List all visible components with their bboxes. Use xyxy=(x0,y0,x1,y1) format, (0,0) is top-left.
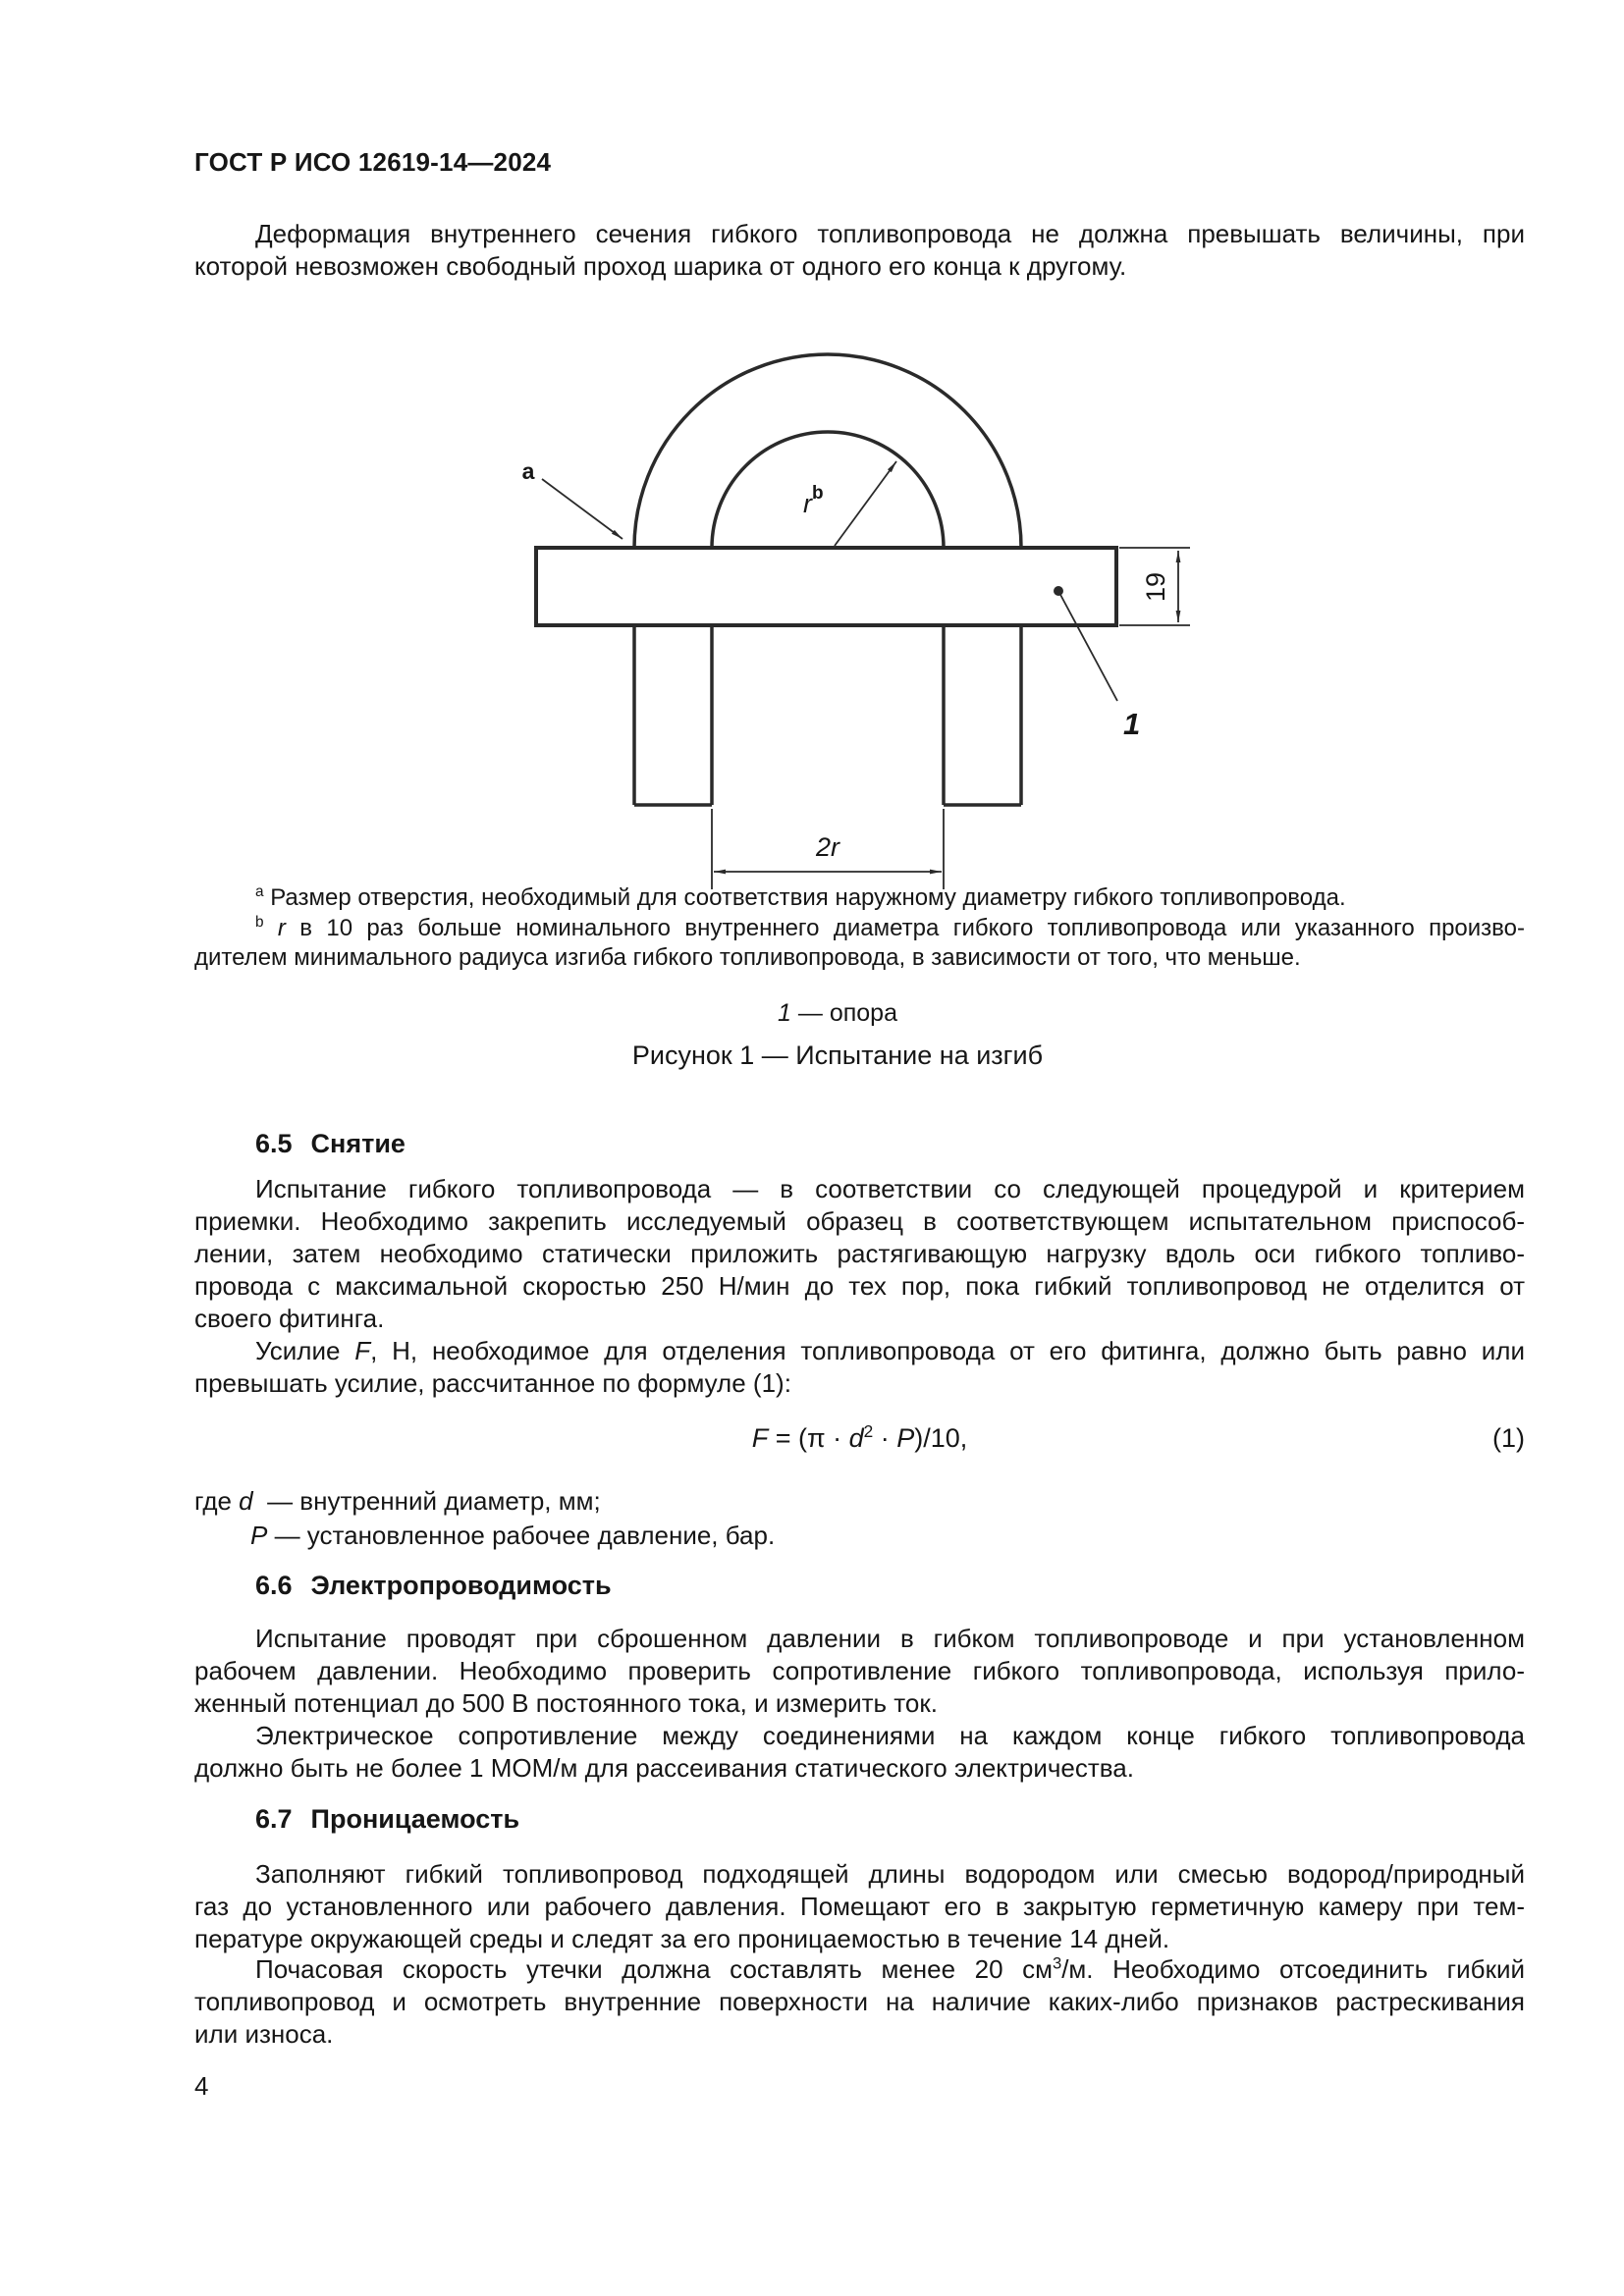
text-line: Испытание гибкого топливопровода — в соответствии со следующей процедурой и критерием xyxy=(255,1174,1525,1203)
figure-caption: Рисунок 1 — Испытание на изгиб xyxy=(631,1041,1044,1070)
paragraph xyxy=(194,1173,1525,1335)
text-line: Электрическое сопротивление между соединениями на каждом конце гибкого топливопровода xyxy=(255,1721,1525,1750)
section-title: Снятие xyxy=(310,1129,406,1158)
paragraph xyxy=(194,1720,1525,1785)
bend-test-figure xyxy=(432,324,1257,913)
text-line: $^b$ r в 10 раз больше номинального внутреннего диаметра гибкого топливопровода или указанного произво- xyxy=(255,914,1525,941)
callout-hole-a xyxy=(522,458,623,539)
section-number: 6.6 xyxy=(255,1571,293,1600)
radius-label: $r^b$ xyxy=(803,483,824,518)
text-line: приемки. Необходимо закрепить исследуемый образец в соответствующем испытательном приспособ- xyxy=(194,1206,1525,1236)
text-line: или износа. xyxy=(194,2019,334,2049)
section-number: 6.5 xyxy=(255,1129,293,1158)
figure-footnote-a xyxy=(194,883,1525,913)
span-dimension-label: 2r xyxy=(815,832,840,862)
formula-1 xyxy=(194,1423,1525,1454)
section-heading-6-6 xyxy=(255,1571,612,1601)
text-line: превышать усилие, рассчитанное по формуле (1): xyxy=(194,1368,791,1398)
formula-where-list xyxy=(194,1484,1525,1553)
text-line: Испытание проводят при сброшенном давлении в гибком топливопроводе и при установленном xyxy=(255,1624,1525,1653)
text-line: которой невозможен свободный проход шарика от одного его конца к другому. xyxy=(194,251,1127,281)
paragraph xyxy=(194,1623,1525,1720)
section-heading-6-5 xyxy=(255,1129,406,1159)
support-bar xyxy=(536,548,1116,625)
paragraph xyxy=(194,1858,1525,1955)
text-line: Заполняют гибкий топливопровод подходящей длины водородом или смесью водород/природный xyxy=(255,1859,1525,1889)
formula-expression: $F = (\pi \cdot d^2 \cdot P)/10$, xyxy=(751,1421,968,1453)
text-line: дителем минимального радиуса изгиба гибкого топливопровода, в зависимости от того, что меньше. xyxy=(194,944,1301,971)
text-line: должно быть не более 1 МОМ/м для рассеивания статического электричества. xyxy=(194,1753,1134,1783)
section-title: Электропроводимость xyxy=(310,1571,612,1600)
text-line: топливопровод и осмотреть внутренние поверхности на наличие каких-либо признаков растрескивания xyxy=(194,1987,1525,2016)
text-line: газ до установленного или рабочего давления. Помещают его в закрытую герметичную камеру при тем- xyxy=(194,1892,1525,1921)
section-number: 6.7 xyxy=(255,1804,293,1834)
text-line: Усилие F, Н, необходимое для отделения топливопровода от его фитинга, должно быть равно или xyxy=(255,1336,1525,1365)
intro-paragraph xyxy=(194,218,1525,283)
text-line: женный потенциал до 500 В постоянного тока, и измерить ток. xyxy=(194,1688,938,1718)
section-title: Проницаемость xyxy=(310,1804,520,1834)
thickness-dimension-label: 19 xyxy=(1141,571,1170,603)
text-line: $^a$ Размер отверстия, необходимый для соответствия наружному диаметру гибкого топливопровода. xyxy=(255,883,1346,911)
text-line: провода с максимальной скоростью 250 Н/мин до тех пор, пока гибкий топливопровод не отделится от xyxy=(194,1271,1525,1301)
text-line: своего фитинга. xyxy=(194,1304,385,1333)
paragraph xyxy=(194,1953,1525,2051)
paragraph xyxy=(194,1335,1525,1400)
text-line: рабочем давлении. Необходимо проверить сопротивление гибкого топливопровода, используя прило- xyxy=(194,1656,1525,1685)
figure-legend: 1 — опора xyxy=(778,999,897,1027)
text-line: P — установленное рабочее давление, бар. xyxy=(250,1521,776,1550)
text-line: лении, затем необходимо статически приложить растягивающую нагрузку вдоль оси гибкого топливо- xyxy=(194,1239,1525,1268)
text-line: Почасовая скорость утечки должна составлять менее 20 $см^3/м$. Необходимо отсоединить гибкий xyxy=(255,1953,1525,1984)
document-header: ГОСТ Р ИСО 12619-14—2024 xyxy=(194,147,552,177)
formula-number: (1) xyxy=(1492,1423,1525,1453)
section-heading-6-7 xyxy=(255,1804,519,1835)
text-line: Деформация внутреннего сечения гибкого топливопровода не должна превышать величины, при xyxy=(255,219,1525,248)
text-line: пературе окружающей среды и следят за его проницаемостью в течение 14 дней. xyxy=(194,1924,1170,1953)
hole-label: a xyxy=(521,458,535,484)
dimension-19 xyxy=(1119,548,1190,625)
text-line: где d — внутренний диаметр, мм; xyxy=(194,1486,601,1516)
callout-radius xyxy=(803,461,896,546)
support-ref-label: 1 xyxy=(1123,707,1141,741)
figure-footnote-b xyxy=(194,914,1525,973)
page-number: 4 xyxy=(194,2071,209,2101)
dimension-2r xyxy=(712,809,944,889)
